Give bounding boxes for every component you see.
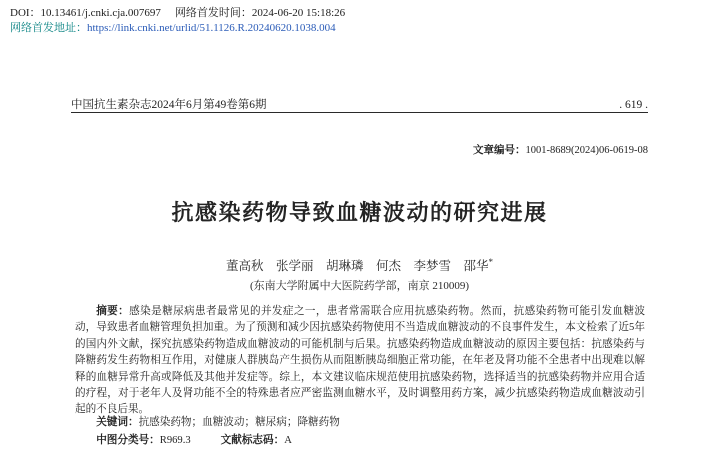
page-number: . 619 .	[619, 99, 648, 111]
clc-value: R969.3	[159, 435, 191, 446]
affiliation: (东南大学附属中大医院药学部，南京 210009)	[249, 280, 470, 292]
doi-text: DOI：10.13461/j.cnki.cja.007697	[10, 7, 161, 19]
authors-names: 董高秋 张学丽 胡琳璘 何杰 李梦雪 邵华	[225, 259, 489, 273]
clc-label: 中图分类号：	[96, 435, 160, 446]
online-address-label: 网络首发地址：	[10, 22, 87, 34]
online-address-line	[10, 21, 345, 36]
paper-title: 抗感染药物导致血糖波动的研究进展	[171, 200, 548, 225]
header-rule	[71, 112, 648, 113]
doc-code-label: 文献标志码：	[220, 435, 285, 446]
abstract-text: 感染是糖尿病患者最常见的并发症之一，患者常需联合应用抗感染药物。然而，抗感染药物可能引发血糖波动，导致患者血糖管理负担加重。为了预测和减少因抗感染药物使用不当造成血糖波动的不良事件发生，本文检索了近5年的国内外文献，探究抗感染药物造成血糖波动的可能机制与后果。抗感染药物造成血糖波动的原因主要包括：抗感染药与降糖药发生药物相互作用，对健康人群胰岛产生损伤从而阻断胰岛细胞正常功能，在年老及肾功能不全患者中出现难以解释的血糖异常升高或降低及其他并发症等。综上，本文建议临床规范使用抗感染药物，选择适当的抗感染药物并应用合适的疗程，对于老年人及肾功能不全的特殊患者应严密监测血糖水平，及时调整用药方案，减少抗感染药物造成血糖波动引起的不良后果。	[75, 306, 645, 416]
authors-line	[71, 256, 648, 274]
abstract-paragraph	[75, 304, 645, 419]
article-number-label: 文章编号：	[473, 145, 526, 156]
online-first-meta	[10, 6, 345, 36]
doi-line	[10, 6, 345, 21]
keywords-line	[75, 414, 645, 429]
classification-line	[75, 432, 645, 447]
keywords-label: 关键词：	[96, 417, 139, 428]
abstract-label: 摘要：	[96, 306, 130, 317]
journal-issue: 中国抗生素杂志2024年6月第49卷第6期	[71, 99, 267, 111]
doc-code-value: A	[284, 435, 292, 446]
online-time-text: 网络首发时间：2024-06-20 15:18:26	[174, 7, 346, 19]
article-number	[71, 142, 648, 157]
corresponding-author-mark: *	[488, 256, 493, 267]
article-number-value: 1001-8689(2024)06-0619-08	[525, 145, 648, 156]
online-address-link[interactable]: https://link.cnki.net/urlid/51.1126.R.20240620.1038.004	[87, 22, 336, 34]
journal-header	[71, 96, 648, 112]
keywords-text: 抗感染药物；血糖波动；糖尿病；降糖药物	[138, 417, 340, 428]
